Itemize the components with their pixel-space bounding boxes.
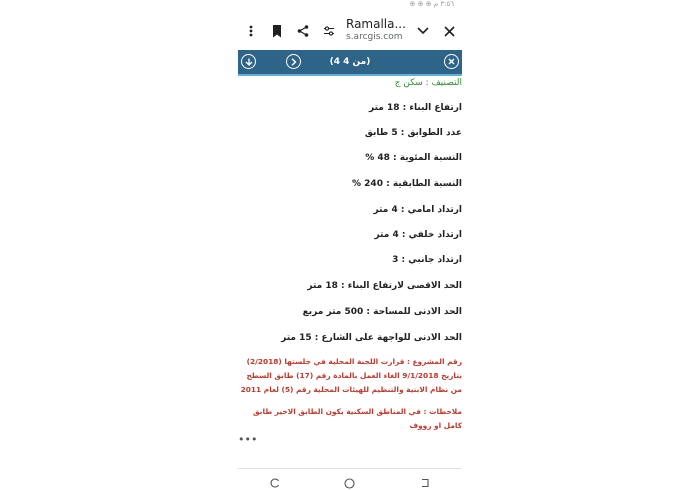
tune-icon: [323, 25, 335, 37]
attr-min-area: الحد الادنى للمساحة : 500 متر مربع: [302, 307, 462, 317]
close-tab-button[interactable]: [436, 13, 462, 49]
browser-toolbar: [238, 13, 462, 49]
download-button[interactable]: [241, 54, 256, 69]
share-button[interactable]: [290, 13, 316, 49]
attr-floor-area-ratio: النسبة الطابقية : 240 %: [352, 179, 462, 189]
next-feature-button[interactable]: [286, 54, 301, 69]
attr-side-setback: ارتداد جانبي : 3: [392, 255, 462, 265]
site-settings-button[interactable]: [316, 13, 342, 49]
attr-min-frontage: الحد الادنى للواجهة على الشارع : 15 متر: [281, 333, 462, 343]
back-icon: [420, 478, 430, 488]
attr-max-height: الحد الاقصى لارتفاع البناء : 18 متر: [307, 281, 462, 291]
project-note: رقم المشروع : قرارت اللجنة المحلية في جلستها (2/2018) بتاريخ 9/1/2018 الغاء العمل بالمادة رقم (17) طابق السطح من نظام الابنية والتنظيم للهيئات المحلية رقم (5) لعام 2011: [240, 357, 462, 394]
arrow-down-icon: [245, 58, 253, 66]
more-vert-icon: [249, 25, 253, 37]
home-button[interactable]: [340, 476, 360, 490]
back-button[interactable]: [415, 476, 435, 490]
attr-rear-setback: ارتداد خلفي : 4 متر: [374, 230, 462, 240]
chevron-right-icon: [290, 58, 297, 66]
url-domain: s.arcgis.com: [346, 32, 403, 42]
attr-front-setback: ارتداد امامي : 4 متر: [373, 205, 462, 215]
divider: [238, 468, 462, 469]
home-circle-icon: [344, 478, 355, 489]
more-options-button[interactable]: •••: [238, 433, 258, 446]
status-bar: ٣:٥٦ م ⊕ ⊕ ⊕: [409, 0, 454, 8]
url-block[interactable]: [342, 18, 410, 44]
bookmark-button[interactable]: [264, 13, 290, 49]
share-icon: [297, 25, 309, 37]
close-circle-icon: [448, 58, 455, 65]
attr-building-height: ارتفاع البناء : 18 متر: [369, 103, 462, 113]
recents-icon: [270, 478, 280, 488]
attr-floors: عدد الطوابق : 5 طابق: [364, 128, 462, 138]
close-icon: [444, 26, 455, 37]
system-nav-bar: [238, 476, 462, 490]
page-title: Ramalla...: [346, 17, 406, 31]
popup-header: [238, 50, 462, 76]
bookmark-icon: [272, 25, 282, 38]
menu-button[interactable]: [238, 13, 264, 49]
chevron-down-icon: [417, 27, 429, 35]
classification-label: التصنيف : سكن ج: [394, 78, 462, 88]
feature-page-count: (4 من 4): [329, 57, 371, 67]
attr-coverage-percent: النسبة المئوية : 48 %: [365, 153, 462, 163]
close-popup-button[interactable]: [444, 54, 459, 69]
phone-screen: [238, 0, 462, 490]
expand-button[interactable]: [410, 13, 436, 49]
recent-apps-button[interactable]: [265, 476, 285, 490]
remarks-note: ملاحظات : في المناطق السكنية يكون الطابق الاخير طابق كامل او رووف: [253, 407, 462, 430]
